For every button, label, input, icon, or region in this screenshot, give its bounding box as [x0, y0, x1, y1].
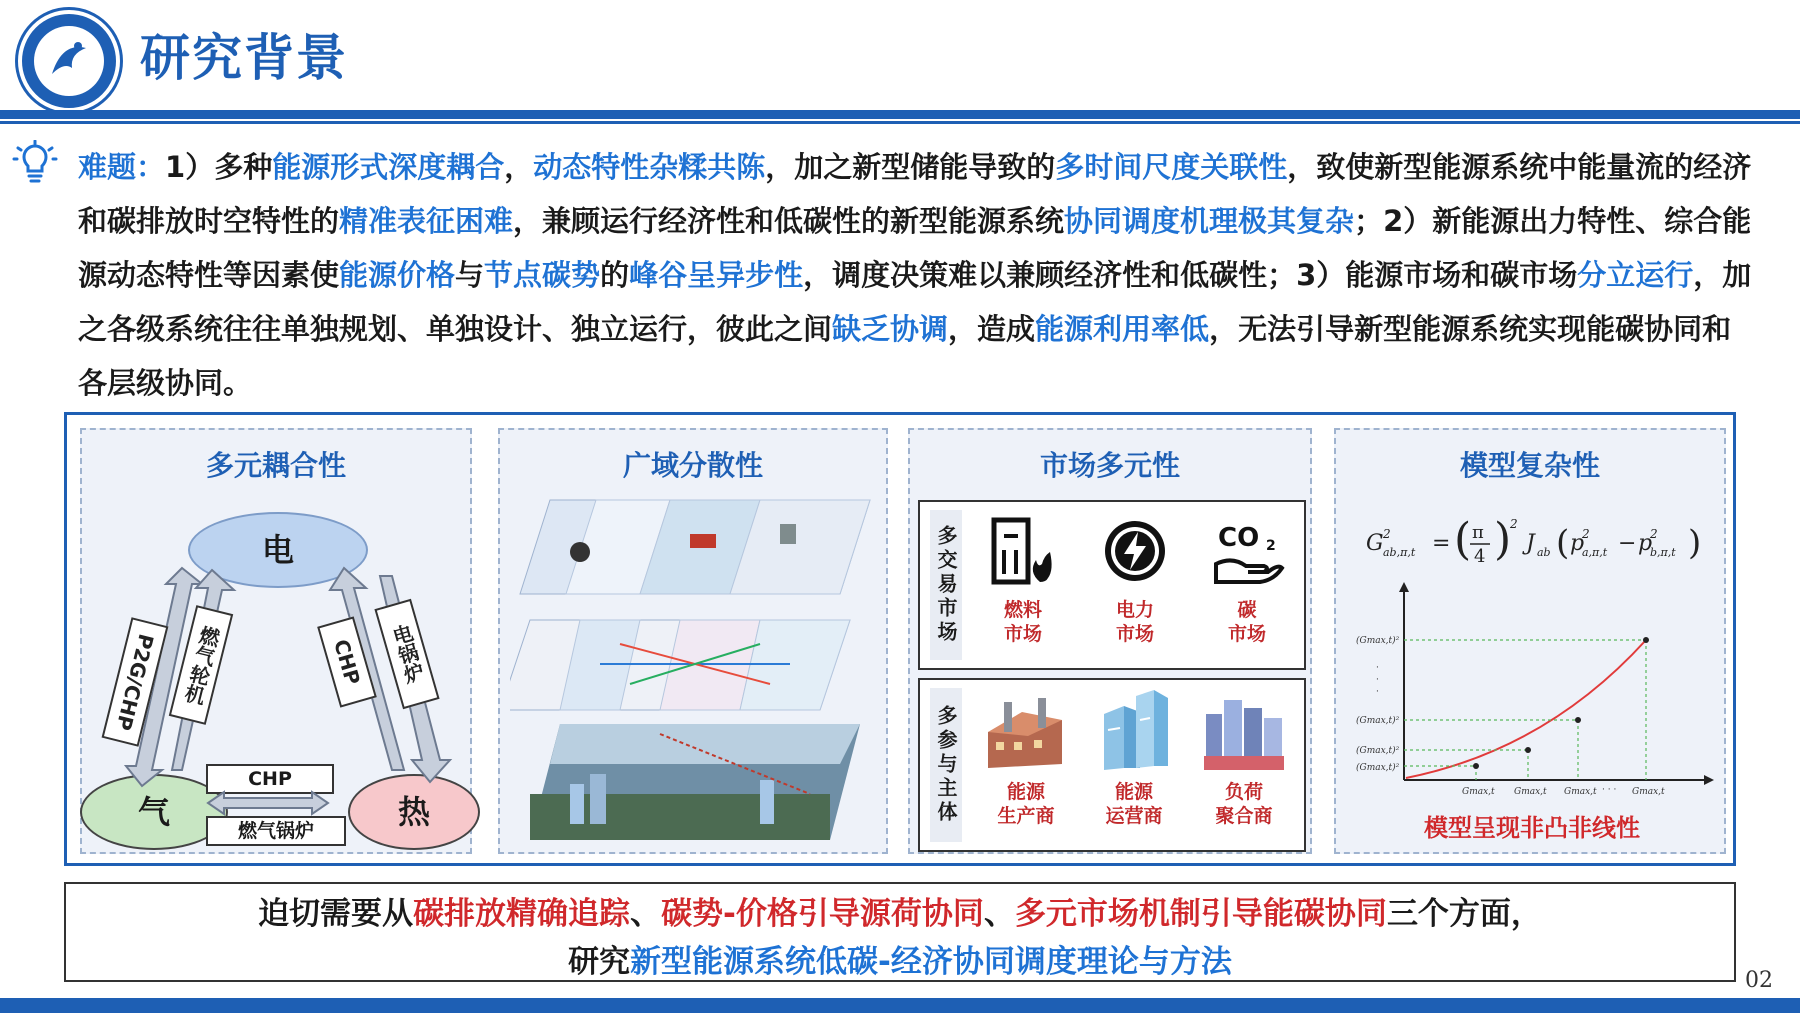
actor-label-operator: 能源 运营商: [1105, 781, 1163, 827]
svg-text:(Gmax,t)²: (Gmax,t)²: [1356, 636, 1400, 646]
panel-market: [908, 428, 1312, 854]
svg-text:(: (: [1556, 523, 1570, 563]
paragraph-segment: ；2）新能源出力特性、综合能源动态特性等因素使: [78, 204, 1752, 292]
paragraph-segment: ，加之新型储能导致的: [765, 150, 1056, 184]
svg-text:): ): [1688, 523, 1702, 563]
paragraph-segment: 动态特性杂糅共陈: [533, 150, 766, 184]
svg-text:b,π,t: b,π,t: [1650, 546, 1676, 559]
conclusion-segment: 多元市场机制引导能碳协同: [1014, 896, 1387, 932]
svg-text:−: −: [1618, 531, 1637, 556]
label-gas-turbine: 燃气轮机: [169, 605, 233, 725]
conclusion-segment: 三个方面，: [1386, 896, 1542, 932]
actors-box: [918, 678, 1306, 852]
paragraph-segment: 协同调度机理极其复杂: [1064, 204, 1355, 238]
svg-text:2: 2: [1266, 538, 1276, 554]
svg-text:Gmax,t: Gmax,t: [1564, 787, 1597, 797]
conclusion-segment: 碳排放精确追踪: [413, 896, 631, 932]
paragraph-segment: 的: [600, 258, 630, 292]
paragraph-segment: 节点碳势: [484, 258, 601, 292]
conclusion-segment: 新型能源系统低碳-经济协同调度理论与方法: [630, 944, 1232, 980]
logo-emblem-icon: [42, 34, 96, 88]
lightning-icon: [1100, 516, 1170, 586]
svg-text:Gmax,t: Gmax,t: [1462, 787, 1495, 797]
svg-text:· · ·: · · ·: [1602, 785, 1617, 795]
page-title: 研究背景: [140, 29, 348, 87]
svg-text:a,π,t: a,π,t: [1582, 546, 1608, 559]
gas-heat-arrow: [206, 790, 330, 816]
paragraph-segment: 能源利用率低: [1035, 312, 1210, 346]
conclusion-segment: 、: [630, 896, 662, 932]
paragraph-segment: 分立运行: [1577, 258, 1694, 292]
svg-text:2: 2: [1582, 527, 1590, 541]
label-chp-bottom: CHP: [206, 764, 334, 794]
paragraph-segment: ，: [504, 150, 534, 184]
markets-side-label: 多交易市场: [930, 510, 962, 660]
panel-title: 多元耦合性: [205, 449, 346, 482]
paragraph-segment: ，无法引导新型能源系统实现能碳协同和各层级协同。: [78, 312, 1732, 400]
market-label-fuel: 燃料 市场: [1003, 599, 1042, 645]
conclusion-line-2: [64, 936, 1736, 981]
nonconvex-curve-plot: [1346, 580, 1718, 800]
conclusion-segment: 研究: [568, 944, 631, 980]
page-number: 02: [1745, 968, 1773, 993]
panel-title: 模型复杂性: [1459, 449, 1600, 482]
svg-text:ab,π,t: ab,π,t: [1383, 546, 1416, 559]
paragraph-segment: 1）多种: [165, 150, 273, 184]
actor-label-producer: 能源 生产商: [997, 781, 1055, 827]
factory-icon: [982, 692, 1068, 772]
svg-text:·: ·: [1376, 687, 1379, 697]
university-logo: [18, 10, 120, 112]
paragraph-segment: ，兼顾运行经济性和低碳性的新型能源系统: [513, 204, 1065, 238]
label-chp-right: CHP: [317, 616, 377, 707]
svg-text:·: ·: [1376, 663, 1379, 673]
svg-text:(: (: [1454, 514, 1472, 565]
svg-text:4: 4: [1474, 546, 1486, 567]
paragraph-segment: ，调度决策难以兼顾经济性和低碳性；3）能源市场和碳市场: [803, 258, 1578, 292]
actor-label-aggregator: 负荷 聚合商: [1215, 781, 1273, 827]
node-electricity: 电: [188, 512, 368, 588]
svg-text:J: J: [1526, 531, 1535, 556]
label-electric-boiler: 电锅炉: [374, 599, 439, 709]
header-divider: [0, 110, 1800, 119]
paragraph-segment: 多时间尺度关联性: [1055, 150, 1288, 184]
paragraph-segment: 与: [455, 258, 485, 292]
co2-hand-icon: [1212, 516, 1286, 586]
svg-text:p: p: [1570, 531, 1585, 556]
paragraph-segment: 峰谷呈异步性: [629, 258, 804, 292]
conclusion-segment: 迫切需要从: [258, 896, 414, 932]
panel-title: 市场多元性: [1039, 449, 1180, 482]
conclusion-segment: 碳势-价格引导源荷协同: [661, 896, 984, 932]
svg-text:(Gmax,t)²: (Gmax,t)²: [1356, 763, 1400, 773]
model-caption: 模型呈现非凸非线性: [1424, 814, 1640, 842]
problem-statement: [78, 140, 1758, 410]
paragraph-segment: ，造成: [948, 312, 1036, 346]
energy-network-illustration: [510, 494, 880, 848]
svg-text:=: =: [1432, 531, 1451, 556]
markets-box: [918, 500, 1306, 670]
panel-coupling: [80, 428, 472, 854]
node-gas: 气: [80, 774, 228, 850]
panel-distribution: [498, 428, 888, 854]
conclusion-line-1: [64, 888, 1736, 933]
paragraph-segment: 能源价格: [339, 258, 456, 292]
svg-text:2: 2: [1383, 527, 1391, 541]
label-p2g-chp: P2G/CHP: [102, 617, 169, 747]
paragraph-segment: 能源形式深度耦合: [272, 150, 505, 184]
actors-side-label: 多参与主体: [930, 688, 962, 842]
paragraph-segment: 精准表征困难: [339, 204, 514, 238]
conclusion-segment: 、: [983, 896, 1015, 932]
svg-text:): ): [1494, 514, 1512, 565]
svg-text:p: p: [1638, 531, 1653, 556]
market-label-power: 电力 市场: [1115, 599, 1154, 645]
office-buildings-icon: [1094, 690, 1174, 772]
svg-text:·: ·: [1376, 675, 1379, 685]
svg-text:G: G: [1366, 531, 1384, 556]
svg-text:Gmax,t: Gmax,t: [1632, 787, 1665, 797]
fuel-building-icon: [988, 516, 1056, 586]
svg-text:(Gmax,t)²: (Gmax,t)²: [1356, 746, 1400, 756]
svg-text:2: 2: [1510, 517, 1518, 531]
label-gas-boiler: 燃气锅炉: [206, 816, 346, 846]
svg-text:2: 2: [1650, 527, 1658, 541]
paragraph-segment: ，致使新型能源系统中能量流的经济和碳排放时空特性的: [78, 150, 1752, 238]
flow-equation: [1366, 510, 1706, 570]
svg-text:ab: ab: [1537, 546, 1551, 559]
paragraph-segment: ，加之各级系统往往单独规划、单独设计、独立运行，彼此之间: [78, 258, 1752, 346]
svg-text:Gmax,t: Gmax,t: [1514, 787, 1547, 797]
node-heat: 热: [348, 774, 480, 850]
paragraph-segment: 难题：: [78, 150, 166, 184]
lightbulb-icon: [12, 140, 58, 186]
footer-bar: [0, 998, 1800, 1013]
svg-text:CO: CO: [1218, 523, 1260, 553]
paragraph-segment: 缺乏协调: [832, 312, 949, 346]
svg-text:π: π: [1472, 522, 1484, 543]
header-divider-thin: [0, 121, 1800, 124]
market-label-carbon: 碳 市场: [1227, 599, 1266, 645]
svg-text:(Gmax,t)²: (Gmax,t)²: [1356, 716, 1400, 726]
city-icon: [1202, 692, 1286, 772]
panel-model-complexity: [1334, 428, 1726, 854]
panel-title: 广域分散性: [622, 449, 763, 482]
